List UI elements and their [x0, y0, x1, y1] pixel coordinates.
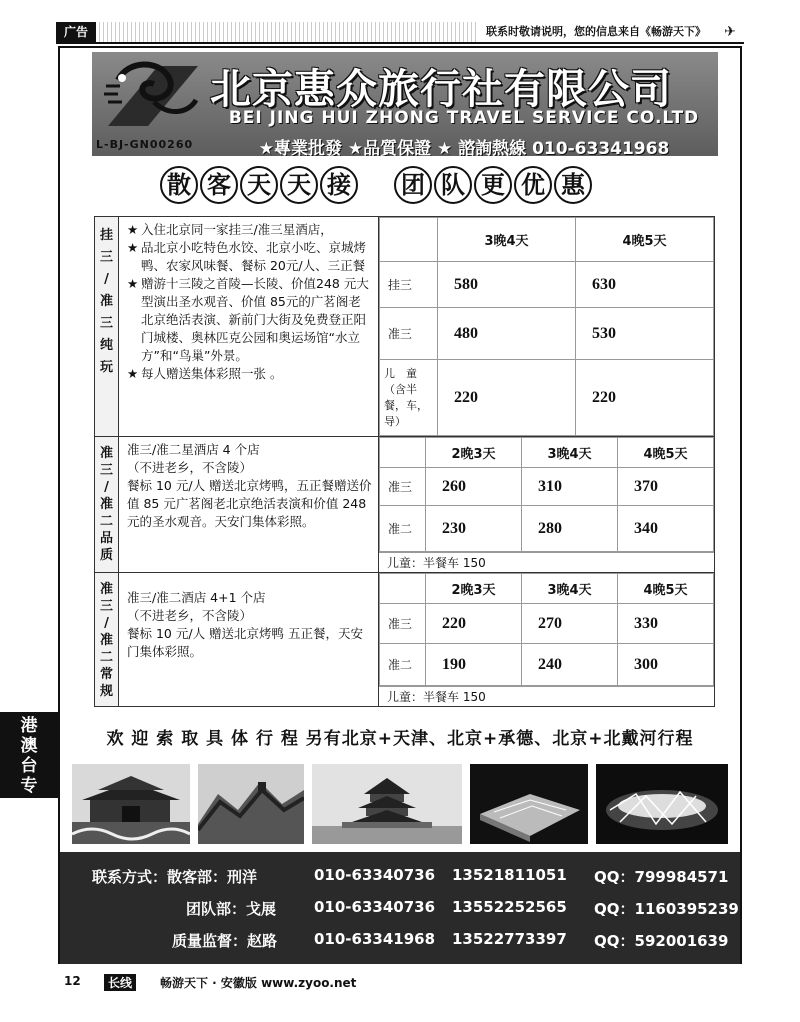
slogan — [160, 164, 640, 206]
logo-area — [92, 52, 210, 156]
price-value: 190 — [426, 644, 522, 686]
contact-phone: 010-63340736 — [314, 866, 436, 884]
contact-qq: QQ：592001639 — [594, 932, 729, 950]
row-label: 准三 — [380, 604, 426, 644]
price-value: 580 — [438, 262, 576, 308]
company-tagline: ★專業批發 ★品質保證 ★ 諮詢熱線 010-63341968 — [258, 139, 670, 156]
child-price-note: 儿童：半餐车 150 — [379, 686, 714, 706]
package-description: 准三/准二酒店 4+1 个店 （不进老乡，不含陵） 餐标 10 元/人 赠送北京烤鸭 五正餐，天安门集体彩照。 — [119, 573, 379, 707]
contact-panel — [60, 852, 740, 964]
license-number: L-BJ-GN00260 — [96, 138, 194, 151]
price-value: 220 — [426, 604, 522, 644]
price-grid — [379, 437, 714, 552]
table-row — [380, 644, 714, 686]
contact-row — [60, 898, 740, 924]
contact-qq: QQ：799984571 — [594, 868, 729, 886]
contact-phone: 010-63341968 — [314, 930, 436, 948]
price-table — [94, 216, 715, 707]
package-prices — [379, 437, 715, 573]
star-icon: ★ — [127, 366, 139, 381]
package-label: 准 三 / 准 二 常 规 — [95, 573, 119, 707]
table-row — [380, 308, 714, 360]
package-label: 挂 三 / 准 三 纯 玩 — [95, 217, 119, 437]
list-item: ★ 每人赠送集体彩照一张 。 — [127, 366, 283, 381]
slogan-group-2 — [394, 166, 592, 204]
package-prices — [379, 573, 715, 707]
price-value: 310 — [522, 468, 618, 506]
package-prices — [379, 217, 715, 437]
price-value: 300 — [618, 644, 714, 686]
row-label: 儿 童（含半餐，车，导） — [380, 360, 438, 436]
magazine-logo-icon: ✈ — [724, 24, 736, 40]
row-label: 准二 — [380, 644, 426, 686]
page-footer — [60, 974, 740, 994]
contact-mobile: 13552252565 — [452, 898, 567, 916]
price-value: 270 — [522, 604, 618, 644]
column-header: 3晚4天 — [522, 438, 618, 468]
company-banner — [92, 52, 718, 156]
star-icon: ★ — [127, 222, 139, 237]
contact-mobile: 13521811051 — [452, 866, 567, 884]
temple-of-heaven-photo — [312, 764, 462, 844]
column-header: 3晚4天 — [522, 574, 618, 604]
table-row — [380, 360, 714, 436]
water-cube-photo — [470, 764, 588, 844]
slogan-char: 散 — [160, 166, 198, 204]
contact-label: 团队部：戈展 — [186, 900, 277, 918]
table-row — [380, 468, 714, 506]
price-value: 260 — [426, 468, 522, 506]
table-row — [380, 438, 714, 468]
section-badge: 长线 — [104, 974, 136, 991]
slogan-char: 接 — [320, 166, 358, 204]
company-name-en: BEI JING HUI ZHONG TRAVEL SERVICE CO.LTD — [228, 108, 700, 128]
slogan-char: 优 — [514, 166, 552, 204]
price-grid — [379, 217, 714, 436]
dragon-logo-icon — [98, 56, 206, 140]
top-bar — [0, 0, 800, 44]
ad-label: 广告 — [56, 22, 96, 42]
column-header: 4晚5天 — [618, 438, 714, 468]
row-label: 准三 — [380, 308, 438, 360]
publication-name: 畅游天下 · 安徽版 www.zyoo.net — [160, 976, 357, 990]
column-header: 2晚3天 — [426, 438, 522, 468]
contact-mobile: 13522773397 — [452, 930, 567, 948]
company-name-cn: 北京惠众旅行社有限公司 — [210, 65, 672, 113]
contact-row — [60, 930, 740, 956]
star-icon: ★ — [127, 276, 139, 291]
slogan-char: 客 — [200, 166, 238, 204]
price-value: 330 — [618, 604, 714, 644]
package-description — [119, 217, 379, 437]
column-header: 2晚3天 — [426, 574, 522, 604]
table-row — [380, 574, 714, 604]
header-stripe — [96, 22, 476, 42]
column-header: 4晚5天 — [576, 218, 714, 262]
row-label: 准三 — [380, 468, 426, 506]
child-price-note: 儿童：半餐车 150 — [379, 552, 714, 572]
package-row — [95, 437, 715, 573]
contact-row — [60, 866, 740, 892]
slogan-char: 惠 — [554, 166, 592, 204]
birds-nest-photo — [596, 764, 728, 844]
package-row — [95, 573, 715, 707]
table-row — [380, 262, 714, 308]
price-value: 280 — [522, 506, 618, 552]
price-grid — [379, 573, 714, 686]
package-description: 准三/准二星酒店 4 个店 （不进老乡，不含陵） 餐标 10 元/人 赠送北京烤鸭，五正餐赠送价值 85 元广茗阁老北京绝活表演和价值 248 元的圣水观音。天安门集体彩照。 — [119, 437, 379, 573]
price-value: 220 — [438, 360, 576, 436]
list-item: ★ 品北京小吃特色水饺、北京小吃、京城烤鸭、农家风味餐、餐标 20元/人、三正餐 — [127, 240, 367, 273]
package-row — [95, 217, 715, 437]
price-value: 530 — [576, 308, 714, 360]
slogan-char: 队 — [434, 166, 472, 204]
slogan-group-1 — [160, 166, 358, 204]
section-side-tab: 港 澳 台 专 — [0, 712, 58, 798]
row-label: 挂三 — [380, 262, 438, 308]
list-item: ★ 入住北京同一家挂三/准三星酒店， — [127, 222, 333, 237]
page-number: 12 — [64, 974, 81, 988]
price-value: 630 — [576, 262, 714, 308]
contact-phone: 010-63340736 — [314, 898, 436, 916]
package-label: 准 三 / 准 二 品 质 — [95, 437, 119, 573]
contact-qq: QQ：1160395239 — [594, 900, 739, 918]
source-note: 联系时敬请说明，您的信息来自《畅游天下》 — [486, 25, 706, 38]
contact-label: 质量监督：赵路 — [172, 932, 278, 950]
price-value: 220 — [576, 360, 714, 436]
table-row — [380, 218, 714, 262]
contact-label: 联系方式：散客部：刑洋 — [92, 868, 258, 886]
header-rule — [56, 42, 744, 44]
row-label: 准二 — [380, 506, 426, 552]
price-value: 340 — [618, 506, 714, 552]
slogan-char: 更 — [474, 166, 512, 204]
slogan-char: 天 — [240, 166, 278, 204]
price-value: 230 — [426, 506, 522, 552]
tiananmen-photo — [72, 764, 190, 844]
slogan-char: 天 — [280, 166, 318, 204]
column-header: 4晚5天 — [618, 574, 714, 604]
slogan-char: 团 — [394, 166, 432, 204]
photo-strip — [72, 764, 728, 844]
price-value: 370 — [618, 468, 714, 506]
welcome-line: 欢 迎 索 取 具 体 行 程 另有北京+天津、北京+承德、北京+北戴河行程 — [106, 729, 694, 749]
star-icon: ★ — [127, 240, 139, 255]
table-row — [380, 506, 714, 552]
price-value: 480 — [438, 308, 576, 360]
column-header: 3晚4天 — [438, 218, 576, 262]
price-value: 240 — [522, 644, 618, 686]
great-wall-photo — [198, 764, 304, 844]
list-item: ★ 赠游十三陵之首陵—长陵、价值248 元大型演出圣水观音、价值 85元的广茗阁老北京绝活表演、新前门大街及免费登正阳门城楼、奥林匹克公园和奥运场馆“水立方”和“鸟巢”外景。 — [127, 276, 369, 363]
table-row — [380, 604, 714, 644]
